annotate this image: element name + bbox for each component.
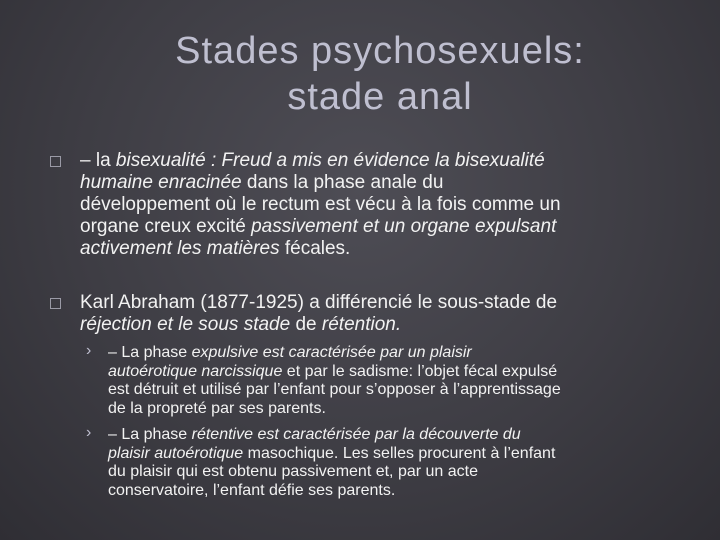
sub-1-line-4: de la propreté par ses parents. (108, 399, 326, 417)
sub-bullet-1 (108, 344, 678, 418)
bullet-square-icon (50, 156, 61, 167)
text-italic: autoérotique narcissique (108, 362, 283, 380)
sub-2-line-3: du plaisir qui est obtenu passivement et, par un acte (108, 463, 478, 480)
bullet-2-line-2 (80, 314, 680, 336)
slide-title (0, 28, 720, 120)
text: organe creux excité (80, 216, 252, 237)
sub-1-line-2 (108, 363, 678, 382)
bullet-1 (80, 150, 680, 260)
bullet-1-line-4 (80, 216, 680, 238)
text-italic: rétention. (321, 314, 402, 335)
chevron-right-icon: › (86, 342, 92, 359)
text-italic: humaine enracinée (80, 172, 242, 193)
title-line-2: stade anal (287, 76, 473, 118)
bullet-2 (80, 292, 680, 336)
sub-2-line-1 (108, 426, 678, 445)
chevron-right-icon: › (86, 424, 92, 441)
sub-2-line-2 (108, 445, 678, 464)
sub-1-line-1 (108, 344, 678, 363)
sub-2-line-4: conservatoire, l’enfant défie ses parents. (108, 481, 396, 499)
text-italic: bisexualité : Freud a mis en évidence la bisexualité (115, 150, 545, 171)
text-italic: activement les matières (80, 238, 280, 259)
title-line-1: Stades psychosexuels: (175, 30, 585, 72)
text-italic: passivement et un organe expulsant (251, 216, 557, 237)
text-italic: rétentive est caractérisée par la découverte du (191, 426, 521, 443)
text: dans la phase anale du (241, 172, 444, 193)
text: de (290, 314, 322, 335)
text: – La phase (108, 426, 192, 443)
text-italic: expulsive est caractérisée par un plaisir (191, 344, 472, 361)
sub-bullet-2 (108, 426, 678, 500)
text-italic: réjection et le sous stade (80, 314, 291, 335)
bullet-1-line-1 (80, 150, 680, 172)
text-italic: plaisir autoérotique (108, 444, 244, 462)
bullet-1-line-3: développement où le rectum est vécu à la fois comme un (80, 194, 561, 215)
text: fécales. (279, 238, 351, 259)
bullet-2-line-1: Karl Abraham (1877-1925) a différencié le sous-stade de (80, 292, 558, 313)
bullet-1-line-2 (80, 172, 680, 194)
bullet-1-line-5 (80, 238, 680, 260)
text: masochique. Les selles procurent à l’enfant (243, 444, 556, 462)
bullet-square-icon (50, 298, 61, 309)
text: – La phase (108, 344, 192, 361)
sub-1-line-3: est détruit et utilisé par l’enfant pour s’opposer à l’apprentissage (108, 381, 561, 398)
text: – la (80, 150, 116, 171)
text: et par le sadisme: l’objet fécal expulsé (282, 362, 558, 380)
